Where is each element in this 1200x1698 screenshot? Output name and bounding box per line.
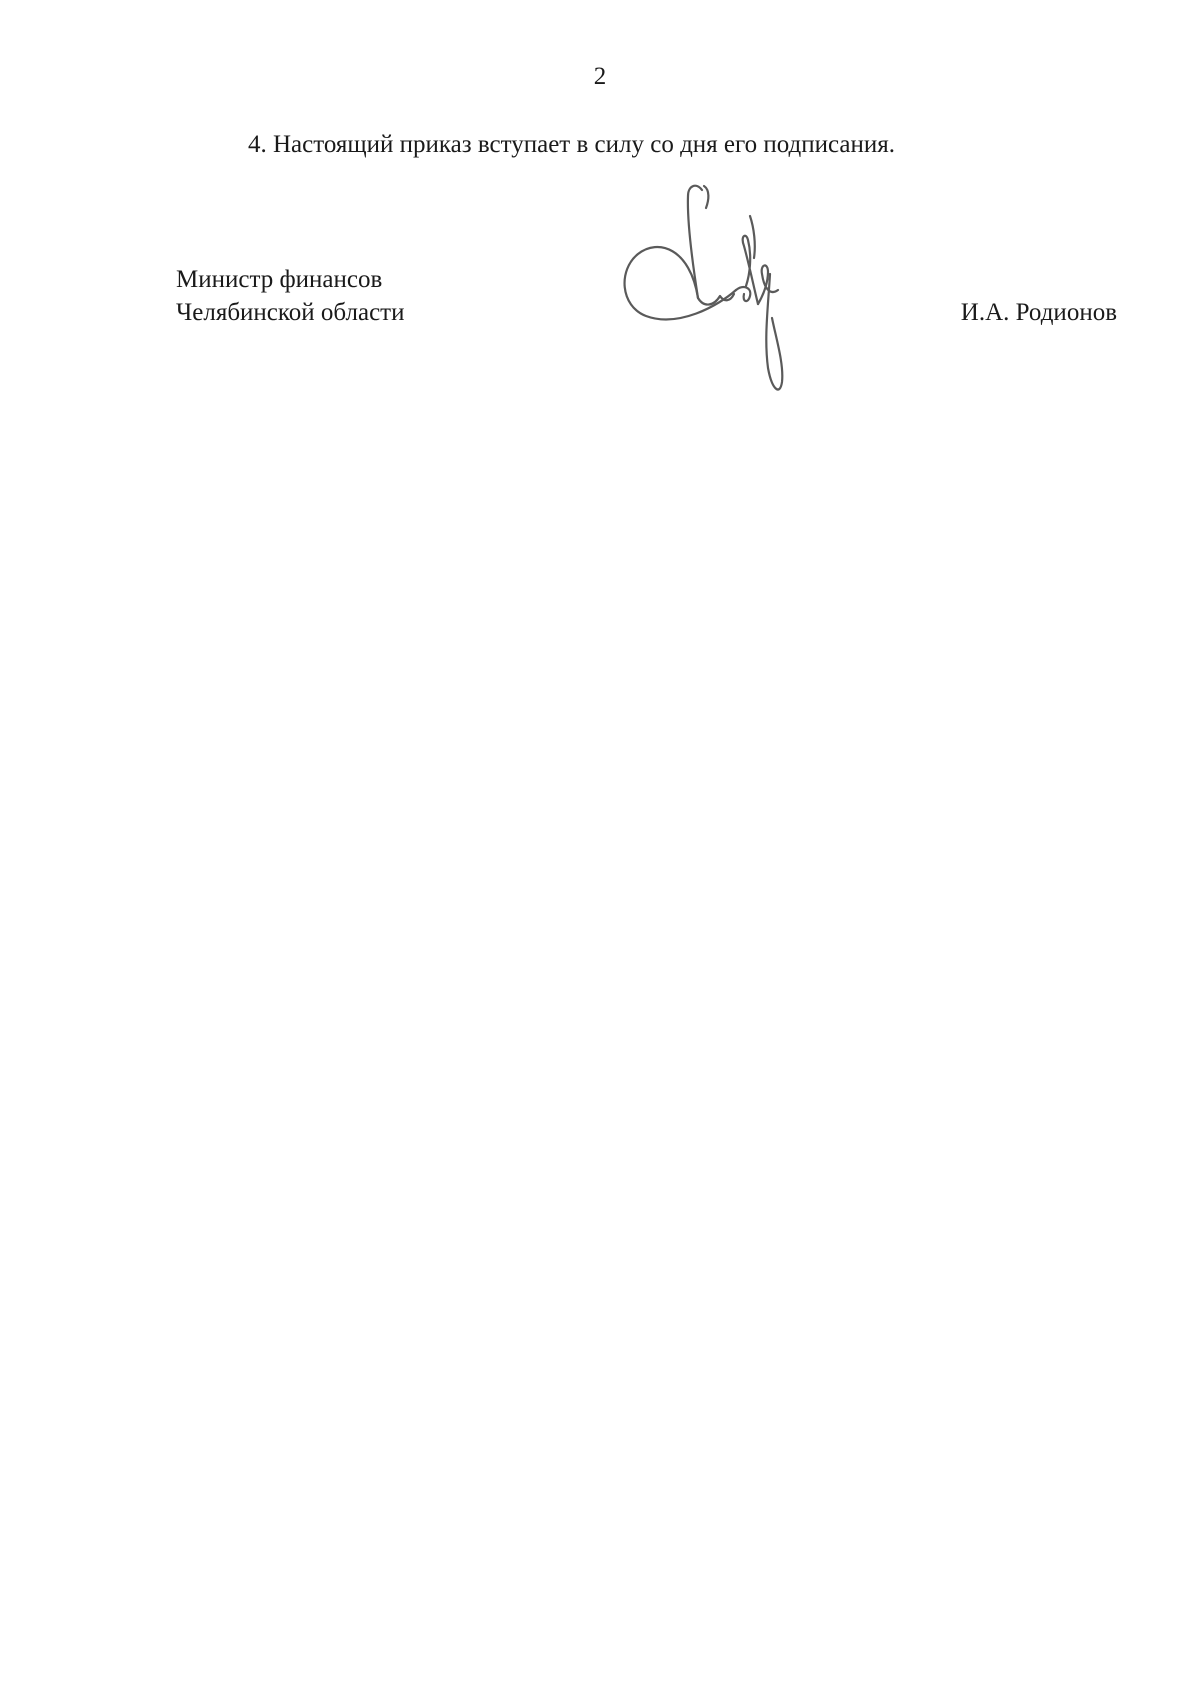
signer-position bbox=[176, 263, 404, 329]
page-number: 2 bbox=[593, 63, 607, 90]
signer-position-line-2: Челябинской области bbox=[176, 299, 405, 326]
signer-position-line-1: Министр финансов bbox=[176, 266, 383, 293]
signer-name: И.А. Родионов bbox=[960, 299, 1117, 326]
handwritten-signature bbox=[618, 178, 838, 418]
clause-paragraph: 4. Настоящий приказ вступает в силу со дня его подписания. bbox=[248, 131, 896, 158]
